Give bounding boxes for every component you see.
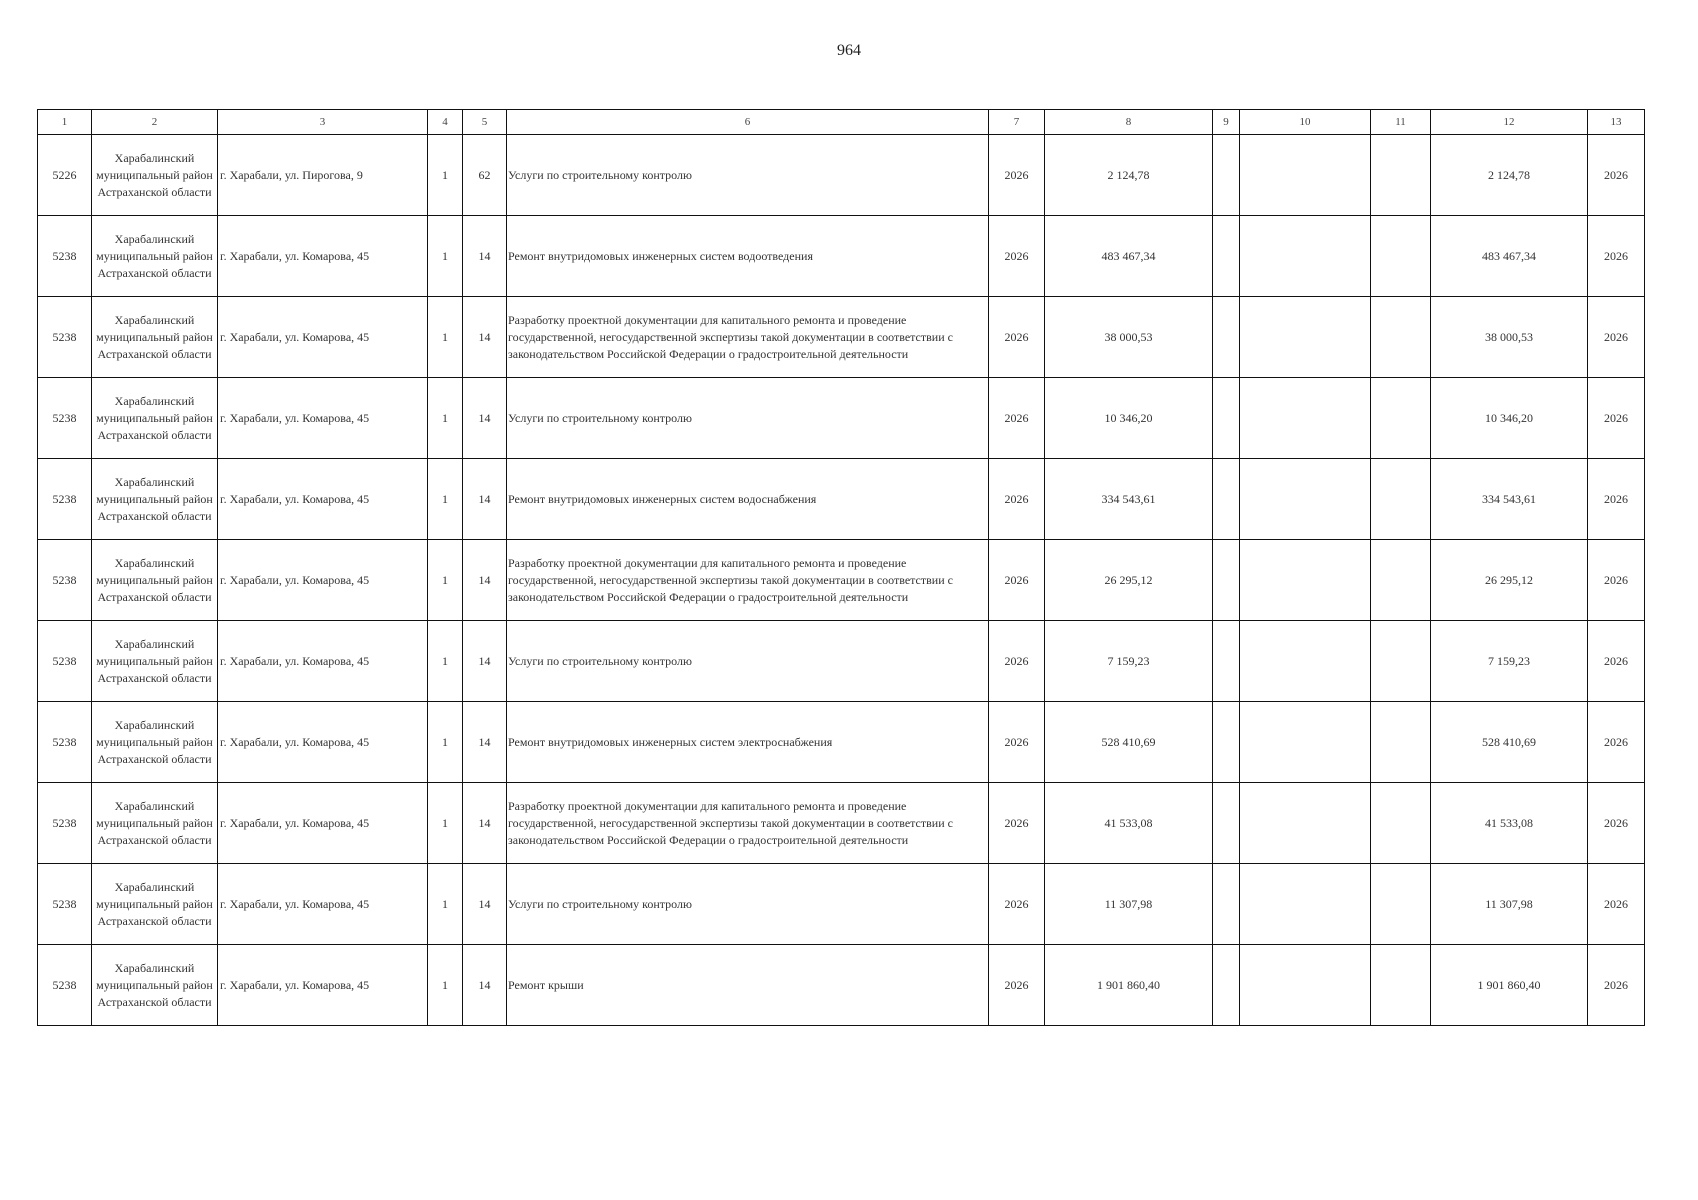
cell-work-type: Услуги по строительному контролю xyxy=(507,378,989,459)
cell-work-type: Ремонт внутридомовых инженерных систем водоснабжения xyxy=(507,459,989,540)
column-header-10: 10 xyxy=(1240,110,1371,135)
cell-col-9 xyxy=(1213,621,1240,702)
cell-col-5: 14 xyxy=(463,702,507,783)
column-header-3: 3 xyxy=(218,110,428,135)
cell-year: 2026 xyxy=(989,945,1045,1026)
cell-municipality: Харабалинский муниципальный район Астраханской области xyxy=(92,540,218,621)
cell-col-4: 1 xyxy=(428,297,463,378)
cell-col-10 xyxy=(1240,135,1371,216)
column-header-5: 5 xyxy=(463,110,507,135)
cell-col-9 xyxy=(1213,216,1240,297)
column-header-13: 13 xyxy=(1588,110,1645,135)
cell-col-4: 1 xyxy=(428,864,463,945)
cell-year: 2026 xyxy=(989,783,1045,864)
cell-fund-cost: 10 346,20 xyxy=(1431,378,1588,459)
cell-col-11 xyxy=(1371,540,1431,621)
cell-total-cost: 11 307,98 xyxy=(1045,864,1213,945)
cell-col-10 xyxy=(1240,378,1371,459)
cell-object-number: 5238 xyxy=(38,702,92,783)
cell-total-cost: 7 159,23 xyxy=(1045,621,1213,702)
cell-col-10 xyxy=(1240,216,1371,297)
cell-col-9 xyxy=(1213,135,1240,216)
cell-work-type: Ремонт крыши xyxy=(507,945,989,1026)
cell-fund-cost: 483 467,34 xyxy=(1431,216,1588,297)
cell-total-cost: 10 346,20 xyxy=(1045,378,1213,459)
table-row xyxy=(38,945,1645,1026)
cell-fund-cost: 334 543,61 xyxy=(1431,459,1588,540)
cell-address: г. Харабали, ул. Пирогова, 9 xyxy=(218,135,428,216)
cell-fund-cost: 2 124,78 xyxy=(1431,135,1588,216)
cell-col-9 xyxy=(1213,864,1240,945)
column-header-6: 6 xyxy=(507,110,989,135)
cell-object-number: 5238 xyxy=(38,459,92,540)
cell-col-9 xyxy=(1213,540,1240,621)
table-row xyxy=(38,540,1645,621)
column-header-2: 2 xyxy=(92,110,218,135)
table-row xyxy=(38,783,1645,864)
column-header-9: 9 xyxy=(1213,110,1240,135)
cell-year: 2026 xyxy=(989,378,1045,459)
cell-address: г. Харабали, ул. Комарова, 45 xyxy=(218,540,428,621)
cell-col-4: 1 xyxy=(428,621,463,702)
cell-col-5: 14 xyxy=(463,864,507,945)
cell-address: г. Харабали, ул. Комарова, 45 xyxy=(218,621,428,702)
cell-col-9 xyxy=(1213,702,1240,783)
cell-municipality: Харабалинский муниципальный район Астраханской области xyxy=(92,216,218,297)
cell-col-4: 1 xyxy=(428,216,463,297)
cell-object-number: 5226 xyxy=(38,135,92,216)
cell-fund-cost: 41 533,08 xyxy=(1431,783,1588,864)
cell-address: г. Харабали, ул. Комарова, 45 xyxy=(218,378,428,459)
cell-address: г. Харабали, ул. Комарова, 45 xyxy=(218,216,428,297)
cell-col-11 xyxy=(1371,378,1431,459)
cell-col-9 xyxy=(1213,378,1240,459)
program-table-container xyxy=(37,109,1645,1026)
cell-col-11 xyxy=(1371,297,1431,378)
cell-col-9 xyxy=(1213,945,1240,1026)
cell-completion-year: 2026 xyxy=(1588,783,1645,864)
cell-address: г. Харабали, ул. Комарова, 45 xyxy=(218,945,428,1026)
cell-col-5: 14 xyxy=(463,378,507,459)
cell-completion-year: 2026 xyxy=(1588,540,1645,621)
program-table xyxy=(37,109,1645,1026)
cell-col-10 xyxy=(1240,864,1371,945)
cell-address: г. Харабали, ул. Комарова, 45 xyxy=(218,783,428,864)
cell-col-9 xyxy=(1213,783,1240,864)
page-number: 964 xyxy=(837,42,861,59)
cell-object-number: 5238 xyxy=(38,864,92,945)
cell-col-10 xyxy=(1240,945,1371,1026)
table-row xyxy=(38,135,1645,216)
cell-municipality: Харабалинский муниципальный район Астраханской области xyxy=(92,459,218,540)
cell-address: г. Харабали, ул. Комарова, 45 xyxy=(218,459,428,540)
cell-year: 2026 xyxy=(989,135,1045,216)
cell-municipality: Харабалинский муниципальный район Астраханской области xyxy=(92,297,218,378)
cell-municipality: Харабалинский муниципальный район Астраханской области xyxy=(92,135,218,216)
cell-work-type: Услуги по строительному контролю xyxy=(507,621,989,702)
cell-completion-year: 2026 xyxy=(1588,216,1645,297)
table-body xyxy=(38,135,1645,1026)
cell-col-11 xyxy=(1371,135,1431,216)
cell-year: 2026 xyxy=(989,540,1045,621)
cell-year: 2026 xyxy=(989,459,1045,540)
column-header-4: 4 xyxy=(428,110,463,135)
cell-col-4: 1 xyxy=(428,945,463,1026)
cell-municipality: Харабалинский муниципальный район Астраханской области xyxy=(92,945,218,1026)
cell-col-5: 62 xyxy=(463,135,507,216)
cell-object-number: 5238 xyxy=(38,216,92,297)
cell-col-5: 14 xyxy=(463,216,507,297)
cell-work-type: Разработку проектной документации для капитального ремонта и проведение государственной, негосударственной экспертизы такой документации в соответствии с законодательством Российской Федерации о градостроительной деятельности xyxy=(507,783,989,864)
cell-completion-year: 2026 xyxy=(1588,459,1645,540)
cell-col-10 xyxy=(1240,702,1371,783)
cell-object-number: 5238 xyxy=(38,945,92,1026)
cell-work-type: Разработку проектной документации для капитального ремонта и проведение государственной, негосударственной экспертизы такой документации в соответствии с законодательством Российской Федерации о градостроительной деятельности xyxy=(507,297,989,378)
cell-fund-cost: 7 159,23 xyxy=(1431,621,1588,702)
cell-work-type: Услуги по строительному контролю xyxy=(507,864,989,945)
header-row xyxy=(38,110,1645,135)
column-header-1: 1 xyxy=(38,110,92,135)
cell-col-5: 14 xyxy=(463,945,507,1026)
cell-completion-year: 2026 xyxy=(1588,378,1645,459)
table-row xyxy=(38,297,1645,378)
cell-object-number: 5238 xyxy=(38,297,92,378)
cell-total-cost: 334 543,61 xyxy=(1045,459,1213,540)
cell-fund-cost: 11 307,98 xyxy=(1431,864,1588,945)
cell-completion-year: 2026 xyxy=(1588,297,1645,378)
cell-municipality: Харабалинский муниципальный район Астраханской области xyxy=(92,783,218,864)
cell-col-4: 1 xyxy=(428,540,463,621)
column-header-11: 11 xyxy=(1371,110,1431,135)
cell-col-4: 1 xyxy=(428,783,463,864)
cell-year: 2026 xyxy=(989,702,1045,783)
cell-col-9 xyxy=(1213,297,1240,378)
cell-col-4: 1 xyxy=(428,378,463,459)
cell-col-9 xyxy=(1213,459,1240,540)
cell-col-5: 14 xyxy=(463,621,507,702)
cell-municipality: Харабалинский муниципальный район Астраханской области xyxy=(92,864,218,945)
cell-work-type: Ремонт внутридомовых инженерных систем водоотведения xyxy=(507,216,989,297)
cell-year: 2026 xyxy=(989,216,1045,297)
table-row xyxy=(38,459,1645,540)
cell-total-cost: 41 533,08 xyxy=(1045,783,1213,864)
cell-total-cost: 1 901 860,40 xyxy=(1045,945,1213,1026)
cell-total-cost: 528 410,69 xyxy=(1045,702,1213,783)
cell-col-5: 14 xyxy=(463,540,507,621)
cell-col-11 xyxy=(1371,702,1431,783)
table-row xyxy=(38,621,1645,702)
cell-col-10 xyxy=(1240,783,1371,864)
cell-municipality: Харабалинский муниципальный район Астраханской области xyxy=(92,702,218,783)
cell-completion-year: 2026 xyxy=(1588,702,1645,783)
cell-work-type: Ремонт внутридомовых инженерных систем электроснабжения xyxy=(507,702,989,783)
cell-total-cost: 38 000,53 xyxy=(1045,297,1213,378)
cell-col-5: 14 xyxy=(463,297,507,378)
column-header-12: 12 xyxy=(1431,110,1588,135)
cell-municipality: Харабалинский муниципальный район Астраханской области xyxy=(92,621,218,702)
table-row xyxy=(38,216,1645,297)
cell-total-cost: 2 124,78 xyxy=(1045,135,1213,216)
cell-completion-year: 2026 xyxy=(1588,135,1645,216)
column-header-7: 7 xyxy=(989,110,1045,135)
cell-fund-cost: 1 901 860,40 xyxy=(1431,945,1588,1026)
cell-municipality: Харабалинский муниципальный район Астраханской области xyxy=(92,378,218,459)
table-header xyxy=(38,110,1645,135)
cell-col-11 xyxy=(1371,216,1431,297)
cell-col-11 xyxy=(1371,459,1431,540)
cell-address: г. Харабали, ул. Комарова, 45 xyxy=(218,702,428,783)
cell-col-5: 14 xyxy=(463,459,507,540)
cell-year: 2026 xyxy=(989,621,1045,702)
cell-fund-cost: 26 295,12 xyxy=(1431,540,1588,621)
cell-address: г. Харабали, ул. Комарова, 45 xyxy=(218,297,428,378)
cell-col-10 xyxy=(1240,540,1371,621)
cell-object-number: 5238 xyxy=(38,621,92,702)
cell-work-type: Разработку проектной документации для капитального ремонта и проведение государственной, негосударственной экспертизы такой документации в соответствии с законодательством Российской Федерации о градостроительной деятельности xyxy=(507,540,989,621)
cell-completion-year: 2026 xyxy=(1588,621,1645,702)
cell-fund-cost: 528 410,69 xyxy=(1431,702,1588,783)
cell-col-4: 1 xyxy=(428,459,463,540)
cell-completion-year: 2026 xyxy=(1588,864,1645,945)
cell-fund-cost: 38 000,53 xyxy=(1431,297,1588,378)
cell-col-10 xyxy=(1240,459,1371,540)
cell-col-11 xyxy=(1371,864,1431,945)
table-row xyxy=(38,864,1645,945)
cell-col-10 xyxy=(1240,297,1371,378)
cell-col-11 xyxy=(1371,621,1431,702)
cell-year: 2026 xyxy=(989,864,1045,945)
table-row xyxy=(38,702,1645,783)
cell-col-4: 1 xyxy=(428,702,463,783)
cell-col-11 xyxy=(1371,945,1431,1026)
cell-completion-year: 2026 xyxy=(1588,945,1645,1026)
cell-total-cost: 26 295,12 xyxy=(1045,540,1213,621)
cell-year: 2026 xyxy=(989,297,1045,378)
cell-object-number: 5238 xyxy=(38,783,92,864)
cell-object-number: 5238 xyxy=(38,540,92,621)
cell-object-number: 5238 xyxy=(38,378,92,459)
cell-col-5: 14 xyxy=(463,783,507,864)
cell-col-10 xyxy=(1240,621,1371,702)
column-header-8: 8 xyxy=(1045,110,1213,135)
cell-address: г. Харабали, ул. Комарова, 45 xyxy=(218,864,428,945)
cell-total-cost: 483 467,34 xyxy=(1045,216,1213,297)
cell-col-11 xyxy=(1371,783,1431,864)
table-row xyxy=(38,378,1645,459)
cell-col-4: 1 xyxy=(428,135,463,216)
cell-work-type: Услуги по строительному контролю xyxy=(507,135,989,216)
